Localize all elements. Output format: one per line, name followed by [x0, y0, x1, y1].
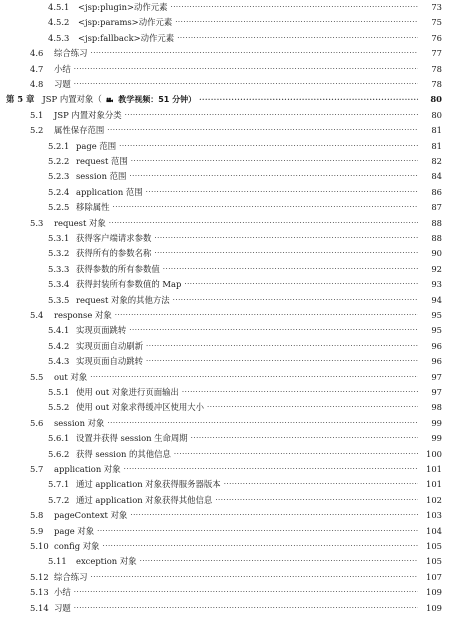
toc-entry[interactable]	[0, 62, 456, 77]
toc-entry-title: 通过 application 对象获得其他信息	[76, 494, 213, 505]
toc-entry[interactable]	[0, 508, 456, 523]
toc-entry[interactable]	[0, 200, 456, 215]
dot-leader	[119, 139, 418, 154]
toc-entry-page: 73	[431, 2, 442, 12]
toc-entry-number: 5.3.2	[48, 248, 70, 259]
toc-entry-number: 4.5.2	[48, 17, 70, 28]
video-duration-label: 教学视频：51 分钟）	[118, 95, 197, 105]
toc-entry-number: 5.2	[30, 125, 44, 136]
dot-leader	[140, 554, 418, 569]
dot-leader	[215, 493, 418, 508]
dot-leader	[207, 400, 418, 415]
toc-entry-title: 获得参数的所有参数值	[76, 263, 160, 274]
dot-leader	[107, 123, 418, 138]
toc-entry-title: 获得 session 的其他信息	[76, 448, 171, 459]
toc-entry-page: 82	[431, 156, 442, 166]
video-camera-icon	[106, 94, 114, 106]
toc-entry-page: 103	[426, 510, 442, 521]
dot-leader	[175, 15, 418, 30]
dot-leader	[184, 277, 418, 292]
toc-entry-page: 99	[431, 433, 442, 444]
toc-entry-number: 4.8	[30, 79, 44, 89]
toc-entry-page: 101	[426, 464, 442, 474]
dot-leader	[177, 31, 418, 46]
dot-leader	[174, 447, 418, 462]
toc-entry-page: 92	[431, 263, 442, 274]
toc-entry-number: 5.2.2	[48, 156, 70, 166]
toc-entry[interactable]	[0, 493, 456, 508]
toc-entry-page: 107	[426, 571, 442, 582]
toc-entry[interactable]	[0, 524, 456, 539]
toc-entry-title: out 对象	[54, 371, 88, 382]
toc-entry[interactable]	[0, 108, 456, 123]
toc-entry-title: session 对象	[54, 417, 105, 428]
toc-entry-title: pageContext 对象	[54, 510, 128, 521]
dot-leader	[131, 154, 418, 169]
toc-entry-number: 5.5	[30, 371, 44, 382]
toc-entry-title: exception 对象	[76, 556, 137, 567]
toc-entry-page: 86	[431, 186, 442, 197]
toc-entry-number: 5.11	[48, 556, 67, 567]
toc-entry-page: 96	[431, 356, 442, 367]
toc-entry[interactable]	[0, 185, 456, 200]
toc-entry-title: 使用 out 对象求得缓冲区使用大小	[76, 402, 204, 413]
toc-entry-page: 80	[431, 109, 442, 120]
dot-leader	[154, 246, 418, 261]
toc-entry-title: 获得客户端请求参数	[76, 233, 152, 243]
toc-entry[interactable]	[0, 169, 456, 184]
toc-entry[interactable]	[0, 601, 456, 616]
toc-entry-page: 75	[431, 17, 442, 28]
toc-entry-number: 4.5.1	[48, 2, 70, 12]
toc-entry-page: 81	[431, 125, 442, 136]
toc-entry-title: 属性保存范围	[54, 125, 105, 136]
dot-leader	[146, 185, 418, 200]
toc-entry-page: 105	[426, 541, 442, 551]
toc-entry[interactable]	[0, 554, 456, 569]
toc-entry-number: 5.5.2	[48, 402, 70, 413]
toc-entry[interactable]	[0, 231, 456, 246]
toc-entry-page: 78	[431, 63, 442, 74]
toc-entry-title: 移除属性	[76, 202, 110, 213]
toc-entry[interactable]	[0, 570, 456, 585]
toc-entry-page: 104	[426, 525, 442, 536]
toc-entry-page: 98	[431, 402, 442, 413]
dot-leader	[173, 293, 418, 308]
toc-entry-title: response 对象	[54, 310, 112, 320]
toc-entry[interactable]	[0, 46, 456, 61]
toc-entry-number: 5.6.2	[48, 448, 70, 459]
toc-entry-number: 5.4.3	[48, 356, 70, 367]
toc-entry-number: 5.4	[30, 310, 44, 320]
toc-entry-page: 109	[426, 602, 442, 613]
toc-entry-number: 5.9	[30, 525, 44, 536]
toc-entry-number: 5.6	[30, 417, 44, 428]
toc-entry-number: 5.2.4	[48, 186, 70, 197]
toc-entry-title: 通过 application 对象获得服务器版本	[76, 479, 221, 490]
toc-entry-title: 设置并获得 session 生命周期	[76, 433, 188, 444]
toc-entry[interactable]	[0, 31, 456, 46]
dot-leader	[170, 0, 418, 15]
toc-entry[interactable]	[0, 539, 456, 554]
toc-entry-number: 5.6.1	[48, 433, 70, 444]
toc-entry[interactable]	[0, 431, 456, 446]
toc-entry[interactable]	[0, 277, 456, 292]
toc-entry-number: 5.3.4	[48, 279, 70, 290]
dot-leader	[146, 339, 418, 354]
toc-entry-number: 第 5 章	[6, 94, 35, 105]
toc-entry-title: config 对象	[54, 541, 100, 551]
toc-entry-page: 94	[431, 294, 442, 305]
toc-entry-number: 5.2.3	[48, 171, 70, 182]
toc-entry-title: <jsp:fallback>动作元素	[78, 32, 175, 43]
toc-entry-page: 78	[431, 79, 442, 89]
toc-entry[interactable]	[0, 246, 456, 261]
toc-entry-number: 5.7.2	[48, 494, 70, 505]
toc-entry-number: 5.3.1	[48, 233, 70, 243]
toc-entry-title: 使用 out 对象进行页面输出	[76, 387, 179, 397]
toc-entry-title: request 范围	[76, 156, 128, 166]
dot-leader	[129, 323, 418, 338]
toc-entry[interactable]	[0, 385, 456, 400]
toc-entry-title: 小结	[54, 587, 71, 598]
toc-entry-title: 综合练习	[54, 48, 88, 59]
toc-entry-title: 实现页面跳转	[76, 325, 127, 336]
dot-leader	[191, 431, 418, 446]
toc-entry-page: 87	[431, 202, 442, 213]
toc-entry-title: 实现页面自动跳转	[76, 356, 143, 367]
toc-entry-title: request 对象的其他方法	[76, 294, 170, 305]
toc-entry[interactable]	[0, 585, 456, 600]
dot-leader	[124, 462, 418, 477]
dot-leader	[115, 308, 418, 323]
toc-entry-page: 80	[430, 94, 442, 105]
toc-entry-title: 综合练习	[54, 571, 88, 582]
toc-entry-page: 76	[431, 32, 442, 43]
toc-entry-title: application 对象	[54, 464, 121, 474]
dot-leader	[74, 62, 418, 77]
toc-entry-number: 5.3.5	[48, 294, 70, 305]
toc-entry-page: 99	[431, 417, 442, 428]
toc-entry[interactable]	[0, 308, 456, 323]
toc-entry-number: 5.14	[30, 602, 49, 613]
dot-leader	[113, 200, 419, 215]
dot-leader	[125, 108, 418, 123]
toc-entry[interactable]	[0, 262, 456, 277]
dot-leader	[163, 262, 418, 277]
toc-entry-number: 5.13	[30, 587, 49, 598]
toc-entry-title: application 范围	[76, 186, 143, 197]
dot-leader	[90, 370, 418, 385]
toc-entry-number: 5.10	[30, 541, 49, 551]
toc-entry-page: 96	[431, 340, 442, 351]
toc-entry-number: 5.8	[30, 510, 44, 521]
toc-entry-page: 95	[431, 310, 442, 320]
toc-entry-number: 5.3.3	[48, 263, 70, 274]
toc-entry-page: 100	[426, 448, 442, 459]
toc-entry-number: 5.7	[30, 464, 44, 474]
toc-entry-number: 5.4.2	[48, 340, 70, 351]
toc-entry-page: 93	[431, 279, 442, 290]
toc-entry-page: 102	[426, 494, 442, 505]
toc-chapter-entry[interactable]	[0, 92, 456, 107]
toc-entry-title: 实现页面自动刷新	[76, 340, 143, 351]
toc-entry-number: 4.6	[30, 48, 44, 59]
toc-entry-page: 97	[431, 371, 442, 382]
toc-entry[interactable]	[0, 323, 456, 338]
toc-entry-page: 84	[431, 171, 442, 182]
toc-entry-title: 小结	[54, 63, 71, 74]
dot-leader	[199, 92, 418, 107]
toc-entry-title: JSP 内置对象分类	[54, 109, 122, 120]
dot-leader	[129, 169, 418, 184]
toc-entry[interactable]	[0, 462, 456, 477]
dot-leader	[182, 385, 418, 400]
dot-leader	[97, 524, 418, 539]
toc-entry-page: 105	[426, 556, 442, 567]
toc-entry-page: 109	[426, 587, 442, 598]
toc-entry-number: 4.7	[30, 63, 44, 74]
toc-entry-title: page 对象	[54, 525, 95, 536]
toc-entry-title: 习题	[54, 79, 71, 89]
dot-leader	[146, 354, 418, 369]
dot-leader	[103, 539, 419, 554]
toc-entry-page: 101	[426, 479, 442, 490]
toc-entry-page: 77	[431, 48, 442, 59]
toc-entry[interactable]	[0, 339, 456, 354]
toc-entry-page: 97	[431, 387, 442, 397]
dot-leader	[107, 416, 418, 431]
dot-leader	[109, 216, 418, 231]
toc-entry-number: 5.3	[30, 217, 44, 228]
toc-entry-page: 90	[431, 248, 442, 259]
toc-entry-title: JSP 内置对象（	[42, 94, 102, 105]
toc-entry[interactable]	[0, 0, 456, 15]
toc-entry[interactable]	[0, 15, 456, 30]
dot-leader	[74, 601, 418, 616]
toc-entry-title: 获得封装所有参数值的 Map	[76, 279, 182, 290]
toc-entry[interactable]	[0, 354, 456, 369]
toc-entry-title: <jsp:params>动作元素	[78, 17, 173, 28]
toc-entry[interactable]	[0, 416, 456, 431]
toc-entry-number: 5.2.1	[48, 140, 70, 151]
toc-entry-page: 88	[431, 233, 442, 243]
dot-leader	[91, 570, 419, 585]
toc-entry-page: 95	[431, 325, 442, 336]
toc-entry[interactable]	[0, 370, 456, 385]
toc-entry-number: 5.1	[30, 109, 44, 120]
toc-entry[interactable]	[0, 216, 456, 231]
dot-leader	[91, 46, 419, 61]
toc-entry[interactable]	[0, 400, 456, 415]
toc-entry-number: 5.5.1	[48, 387, 70, 397]
toc-entry[interactable]	[0, 77, 456, 92]
toc-entry-title: 获得所有的参数名称	[76, 248, 152, 259]
toc-entry[interactable]	[0, 293, 456, 308]
toc-entry-title: request 对象	[54, 217, 106, 228]
toc-entry-title: <jsp:plugin>动作元素	[78, 2, 168, 12]
toc-entry-number: 4.5.3	[48, 32, 70, 43]
toc-entry-number: 5.12	[30, 571, 49, 582]
dot-leader	[154, 231, 418, 246]
toc-entry-number: 5.7.1	[48, 479, 70, 490]
toc-entry[interactable]	[0, 447, 456, 462]
toc-entry[interactable]	[0, 139, 456, 154]
dot-leader	[74, 585, 418, 600]
toc-entry-title: 习题	[54, 602, 71, 613]
toc-entry-page: 88	[431, 217, 442, 228]
toc-entry[interactable]	[0, 477, 456, 492]
toc-entry[interactable]	[0, 154, 456, 169]
toc-entry-number: 5.4.1	[48, 325, 70, 336]
toc-entry[interactable]	[0, 123, 456, 138]
toc-entry-page: 81	[431, 140, 442, 151]
dot-leader	[130, 508, 418, 523]
toc-entry-title: session 范围	[76, 171, 127, 182]
toc-entry-title: page 范围	[76, 140, 117, 151]
dot-leader	[224, 477, 418, 492]
dot-leader	[74, 77, 418, 92]
toc-entry-number: 5.2.5	[48, 202, 70, 213]
